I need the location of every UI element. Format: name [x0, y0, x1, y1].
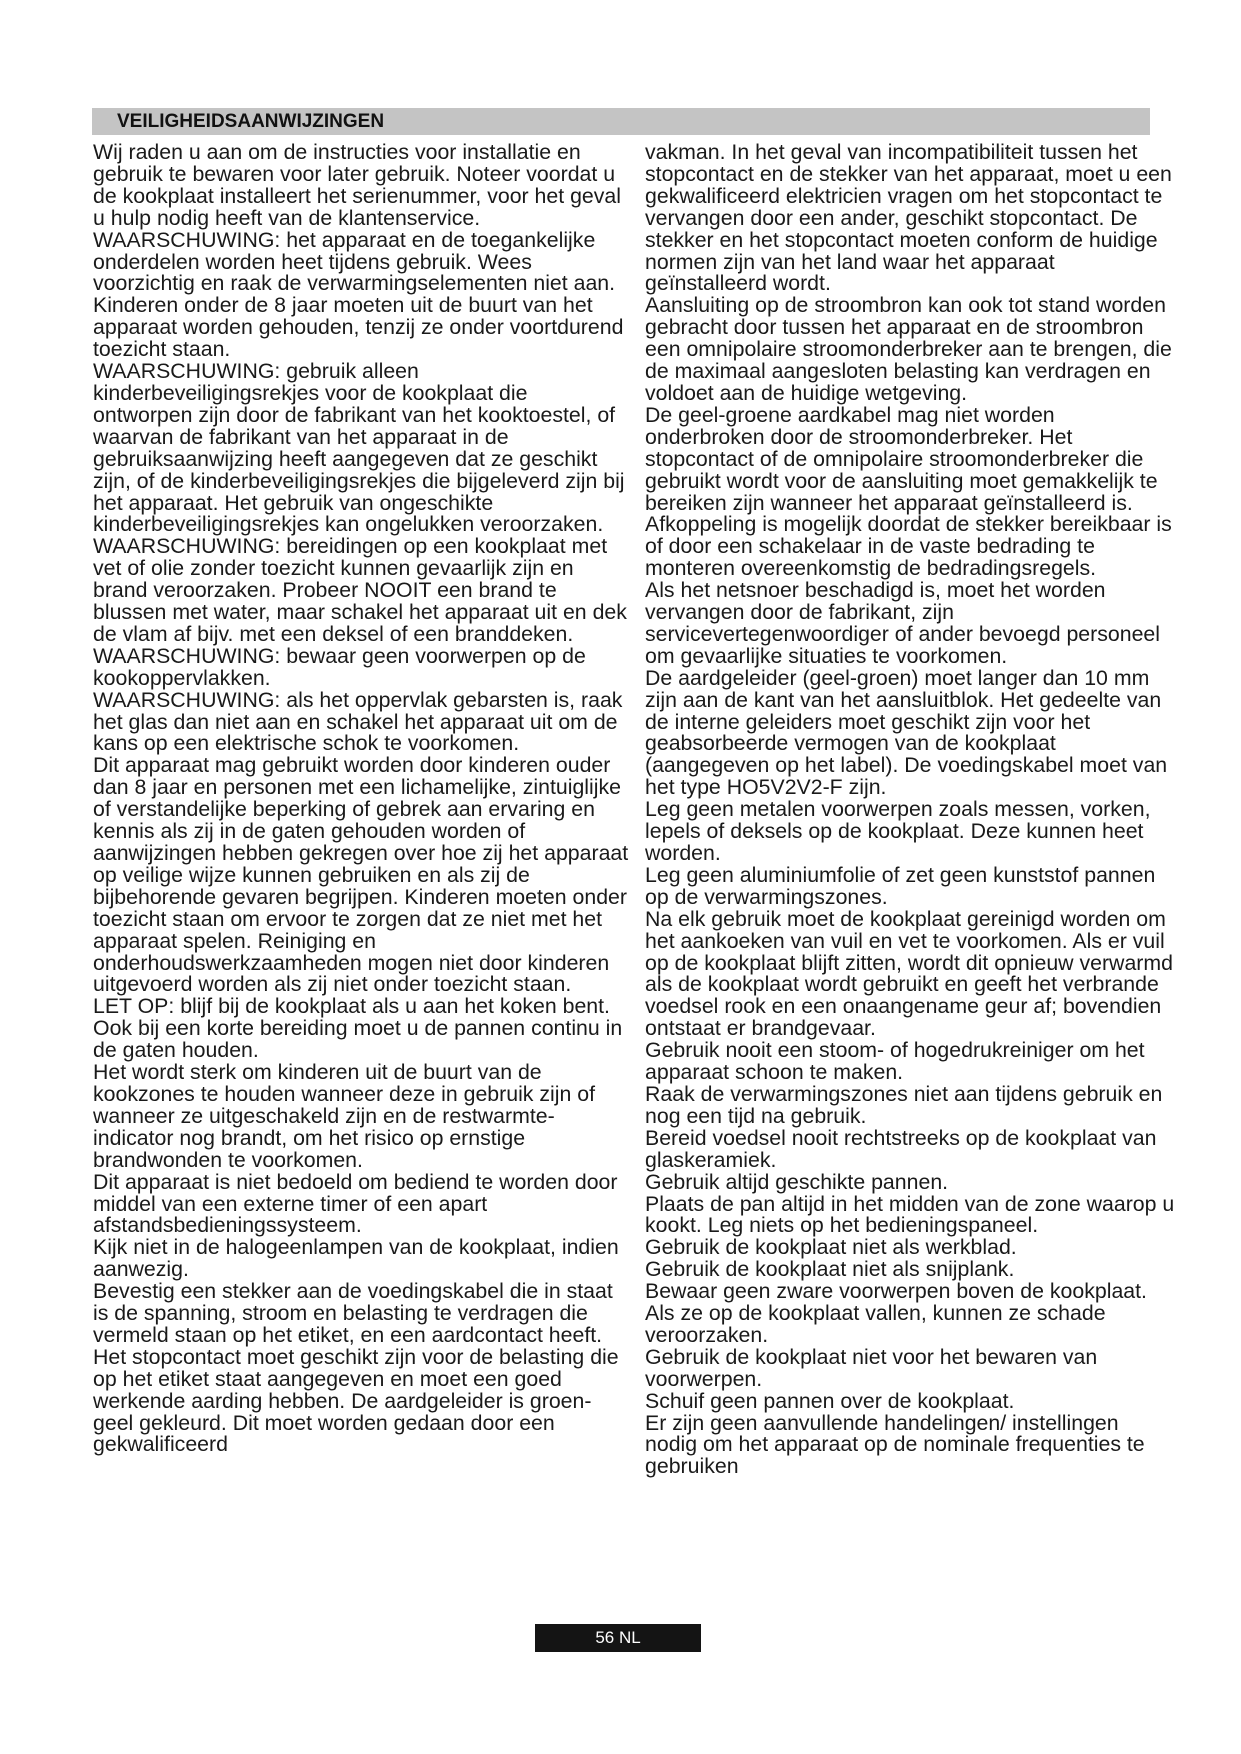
paragraph: Aansluiting op de stroombron kan ook tot stand worden gebracht door tussen het apparaat en de stroombron een omnipolaire stroomonderbreker aan te brengen, die de maximaal aangesloten belasting kan verdragen en voldoet aan de huidige wetgeving. [645, 293, 1172, 405]
paragraph: Dit apparaat mag gebruikt worden door kinderen ouder dan 8 jaar en personen met een lichamelijke, zintuiglijke of verstandelijke beperking of gebrek aan ervaring en kennis als zij in de gaten gehouden worden of aanwijzingen hebben gekregen over hoe zij het apparaat op veilige wijze kunnen gebruiken en als zij de bijbehorende gevaren begrijpen. Kinderen moeten onder toezicht staan om ervoor te zorgen dat ze niet met het apparaat spelen. Reiniging en onderhoudswerkzaamheden mogen niet door kinderen uitgevoerd worden als zij niet onder toezicht staan. [93, 753, 629, 997]
paragraph: Kijk niet in de halogeenlampen van de kookplaat, indien aanwezig. [93, 1235, 619, 1282]
paragraph: Als het netsnoer beschadigd is, moet het worden vervangen door de fabrikant, zijn servicevertegenwoordiger of ander bevoegd personeel om gevaarlijke situaties te voorkomen. [645, 578, 1161, 668]
paragraph: Gebruik altijd geschikte pannen. [645, 1169, 949, 1194]
paragraph: Leg geen aluminiumfolie of zet geen kunststof pannen op de verwarmingszones. [645, 862, 1156, 909]
paragraph: Gebruik de kookplaat niet voor het bewaren van voorwerpen. [645, 1344, 1098, 1391]
right-text-column [645, 142, 1175, 1478]
paragraph: Bevestig een stekker aan de voedingskabel die in staat is de spanning, stroom en belasting te verdragen die vermeld staan op het etiket, en een aardcontact heeft. Het stopcontact moet geschikt zijn voor de belasting die op het etiket staat aangegeven en moet een goed werkende aarding hebben. De aardgeleider is groen-geel gekleurd. Dit moet worden gedaan door een gekwalificeerd [93, 1279, 619, 1457]
paragraph: Plaats de pan altijd in het midden van de zone waarop u kookt. Leg niets op het bedieningspaneel. [645, 1191, 1175, 1238]
paragraph: Leg geen metalen voorwerpen zoals messen, vorken, lepels of deksels op de kookplaat. Deze kunnen heet worden. [645, 797, 1151, 865]
paragraph: Bewaar geen zware voorwerpen boven de kookplaat. Als ze op de kookplaat vallen, kunnen ze schade veroorzaken. [645, 1279, 1147, 1347]
paragraph: Dit apparaat is niet bedoeld om bediend te worden door middel van een externe timer of een apart afstandsbedieningssysteem. [93, 1169, 618, 1238]
paragraph: Afkoppeling is mogelijk doordat de stekker bereikbaar is of door een schakelaar in de vaste bedrading te monteren overeenkomstig de bedradingsregels. [645, 512, 1172, 581]
paragraph: De geel-groene aardkabel mag niet worden onderbroken door de stroomonderbreker. Het stopcontact of de omnipolaire stroomonderbreker die gebruikt wordt voor de aansluiting moet gemakkelijk te bereiken zijn wanneer het apparaat geïnstalleerd is. [645, 402, 1158, 515]
paragraph: Gebruik de kookplaat niet als werkblad. [645, 1235, 1017, 1260]
paragraph: De aardgeleider (geel-groen) moet langer dan 10 mm zijn aan de kant van het aansluitblok. Het gedeelte van de interne geleiders moet geschikt zijn voor het geabsorbeerde vermogen van de kookplaat (aangegeven op het label). De voedingskabel moet van het type HO5V2V2-F zijn. [645, 665, 1168, 800]
paragraph: Gebruik de kookplaat niet als snijplank. [645, 1257, 1015, 1282]
paragraph: WAARSCHUWING: gebruik alleen kinderbeveiligingsrekjes voor de kookplaat die ontworpen zijn door de fabrikant van het kooktoestel, of waarvan de fabrikant van het apparaat in de gebruiksaanwijzing heeft aangegeven dat ze geschikt zijn, of de kinderbeveiligingsrekjes die bijgeleverd zijn bij het apparaat. Het gebruik van ongeschikte kinderbeveiligingsrekjes kan ongelukken veroorzaken. [93, 359, 625, 537]
paragraph: Na elk gebruik moet de kookplaat gereinigd worden om het aankoeken van vuil en vet te voorkomen. Als er vuil op de kookplaat blijft zitten, wordt dit opnieuw verwarmd als de kookplaat wordt gebruikt en geeft het verbrande voedsel rook en een onaangename geur af; bovendien ontstaat er brandgevaar. [645, 906, 1173, 1041]
paragraph: WAARSCHUWING: bewaar geen voorwerpen op de kookoppervlakken. [93, 643, 586, 690]
section-header-bar [92, 108, 1150, 135]
paragraph: Raak de verwarmingszones niet aan tijdens gebruik en nog een tijd na gebruik. [645, 1081, 1163, 1128]
paragraph: Gebruik nooit een stoom- of hogedrukreiniger om het apparaat schoon te maken. [645, 1038, 1145, 1085]
paragraph: Het wordt sterk om kinderen uit de buurt van de kookzones te houden wanneer deze in gebruik zijn of wanneer ze uitgeschakeld zijn en de restwarmte-indicator nog brandt, om het risico op ernstige brandwonden te voorkomen. [93, 1060, 595, 1172]
paragraph: Wij raden u aan om de instructies voor installatie en gebruik te bewaren voor later gebruik. Noteer voordat u de kookplaat installeert het serienummer, voor het geval u hulp nodig heeft van de klantenservice. [93, 140, 621, 230]
paragraph: LET OP: blijf bij de kookplaat als u aan het koken bent. Ook bij een korte bereiding moet u de pannen continu in de gaten houden. [93, 994, 623, 1063]
paragraph: WAARSCHUWING: als het oppervlak gebarsten is, raak het glas dan niet aan en schakel het apparaat uit om de kans op een elektrische schok te voorkomen. [93, 687, 623, 756]
paragraph: vakman. In het geval van incompatibiliteit tussen het stopcontact en de stekker van het apparaat, moet u een gekwalificeerd elektricien vragen om het stopcontact te vervangen door een ander, geschikt stopcontact. De stekker en het stopcontact moeten conform de huidige normen zijn van het land waar het apparaat geïnstalleerd wordt. [645, 140, 1172, 296]
paragraph: Schuif geen pannen over de kookplaat. [645, 1388, 1015, 1413]
left-text-column [93, 142, 630, 1456]
paragraph: Er zijn geen aanvullende handelingen/ instellingen nodig om het apparaat op de nominale frequenties te gebruiken [645, 1410, 1145, 1479]
paragraph: Bereid voedsel nooit rechtstreeks op de kookplaat van glaskeramiek. [645, 1125, 1157, 1172]
paragraph: WAARSCHUWING: bereidingen op een kookplaat met vet of olie zonder toezicht kunnen gevaarlijk zijn en brand veroorzaken. Probeer NOOIT een brand te blussen met water, maar schakel het apparaat uit en dek de vlam af bijv. met een deksel of een branddeken. [93, 534, 627, 646]
paragraph: WAARSCHUWING: het apparaat en de toegankelijke onderdelen worden heet tijdens gebruik. Wees voorzichtig en raak de verwarmingselementen niet aan. Kinderen onder de 8 jaar moeten uit de buurt van het apparaat worden gehouden, tenzij ze onder voortdurend toezicht staan. [93, 227, 624, 362]
section-title: VEILIGHEIDSAANWIJZINGEN [117, 111, 385, 132]
page-number-tab [535, 1624, 701, 1652]
page-number: 56 NL [595, 1628, 641, 1647]
